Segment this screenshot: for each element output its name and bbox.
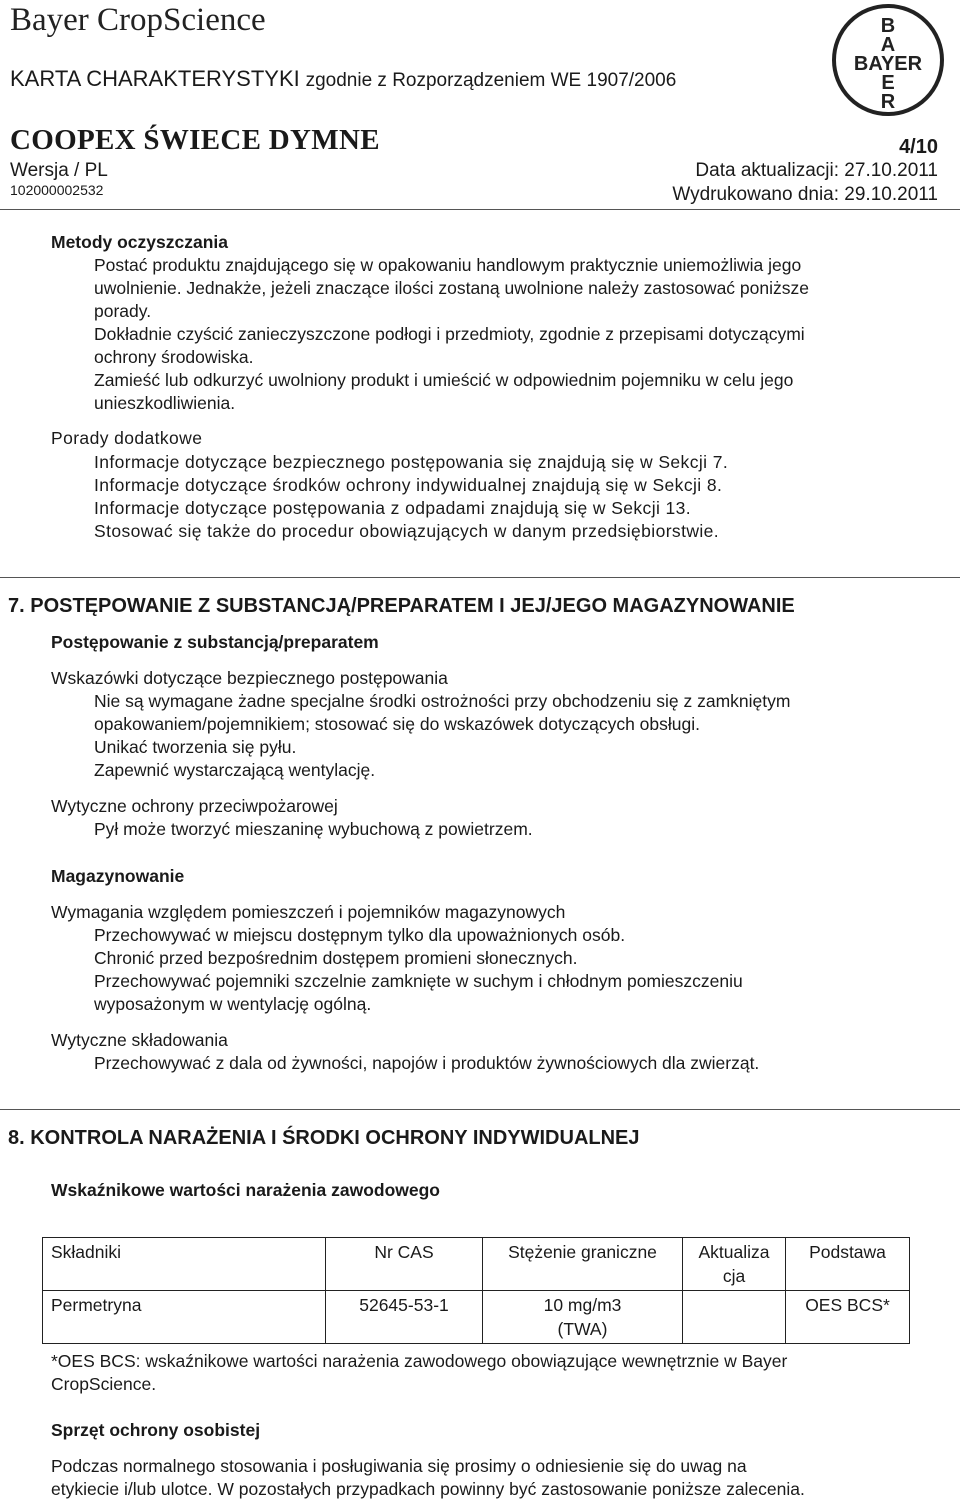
logo-word-bayer: BAYER bbox=[853, 53, 923, 75]
section-7-title: 7. POSTĘPOWANIE Z SUBSTANCJĄ/PREPARATEM I JEJ/JEGO MAGAZYNOWANIE bbox=[8, 595, 795, 617]
logo-letter-e: E bbox=[881, 72, 895, 94]
table-header-cell: Podstawa bbox=[786, 1238, 910, 1291]
document-type bbox=[10, 66, 676, 92]
table-cell: 10 mg/m3 (TWA) bbox=[483, 1291, 683, 1344]
text-line: Przechowywać z dala od żywności, napojów i produktów żywnościowych dla zwierząt. bbox=[94, 1053, 760, 1073]
text-line: Przechowywać w miejscu dostępnym tylko dla upoważnionych osób. bbox=[94, 925, 626, 945]
exposure-limits-table bbox=[42, 1237, 910, 1344]
text-line: Przechowywać pojemniki szczelnie zamknięte w suchym i chłodnym pomieszczeniu bbox=[94, 971, 743, 991]
text-line: Informacje dotyczące środków ochrony indywidualnej znajdują się w Sekcji 8. bbox=[94, 475, 723, 495]
text-line: CropScience. bbox=[51, 1374, 157, 1394]
safe-handling-label: Wskazówki dotyczące bezpiecznego postępowania bbox=[51, 668, 448, 688]
handling-heading: Postępowanie z substancją/preparatem bbox=[51, 632, 379, 652]
storage-guidelines-text bbox=[94, 1052, 759, 1075]
text-line: Dokładnie czyścić zanieczyszczone podłogi i przedmioty, zgodnie z przepisami dotyczącymi bbox=[94, 324, 805, 344]
text-line: Zamieść lub odkurzyć uwolniony produkt i umieścić w odpowiednim pojemniku w celu jego bbox=[94, 370, 794, 390]
header-divider bbox=[0, 209, 960, 210]
exposure-limits-heading: Wskaźnikowe wartości narażenia zawodowego bbox=[51, 1180, 440, 1200]
text-line: opakowaniem/pojemnikiem; stosować się do wskazówek dotyczących obsługi. bbox=[94, 714, 700, 734]
text-line: Chronić przed bezpośrednim dostępem promieni słonecznych. bbox=[94, 948, 578, 968]
storage-heading: Magazynowanie bbox=[51, 866, 185, 886]
version-label: Wersja / PL bbox=[10, 160, 108, 181]
section-divider bbox=[0, 1109, 960, 1110]
table-cell bbox=[683, 1291, 786, 1344]
table-cell: 52645-53-1 bbox=[326, 1291, 483, 1344]
table-header-cell: Nr CAS bbox=[326, 1238, 483, 1291]
text-line: etykiecie i/lub ulotce. W pozostałych przypadkach powinny być zastosowanie poniższe zalecenia. bbox=[51, 1479, 805, 1499]
logo-letter-r: R bbox=[880, 91, 896, 113]
logo-letter-b: B bbox=[880, 15, 896, 37]
document-type-main: KARTA CHARAKTERYSTYKI bbox=[10, 66, 300, 91]
page-number: 4/10 bbox=[899, 136, 938, 158]
text-line: Zapewnić wystarczającą wentylację. bbox=[94, 760, 376, 780]
text-line: unieszkodliwienia. bbox=[94, 393, 236, 413]
text-line: wyposażonym w wentylację ogólną. bbox=[94, 994, 372, 1014]
table-row bbox=[43, 1291, 910, 1344]
table-cell: OES BCS* bbox=[786, 1291, 910, 1344]
cleaning-methods-heading: Metody oczyszczania bbox=[51, 232, 228, 252]
product-name: COOPEX ŚWIECE DYMNE bbox=[10, 124, 380, 156]
text-line: Nie są wymagane żadne specjalne środki ostrożności przy obchodzeniu się z zamkniętym bbox=[94, 691, 791, 711]
document-number: 102000002532 bbox=[10, 182, 104, 198]
section-8-title: 8. KONTROLA NARAŻENIA I ŚRODKI OCHRONY INDYWIDUALNEJ bbox=[8, 1127, 640, 1149]
text-line: uwolnienie. Jednakże, jeżeli znaczące ilości zostaną uwolnione należy zastosować poniższe bbox=[94, 278, 809, 298]
logo-letter-a: A bbox=[880, 34, 896, 56]
text-line: Stosować się także do procedur obowiązujących w danym przedsiębiorstwie. bbox=[94, 521, 720, 541]
text-line: Informacje dotyczące postępowania z odpadami znajdują się w Sekcji 13. bbox=[94, 498, 692, 518]
text-line: Podczas normalnego stosowania i posługiwania się prosimy o odniesienie się do uwag na bbox=[51, 1456, 747, 1476]
safe-handling-text bbox=[94, 690, 790, 782]
text-line: Informacje dotyczące bezpiecznego postępowania się znajdują się w Sekcji 7. bbox=[94, 452, 729, 472]
text-line: porady. bbox=[94, 301, 152, 321]
storage-requirements-label: Wymagania względem pomieszczeń i pojemników magazynowych bbox=[51, 902, 566, 922]
table-cell: Permetryna bbox=[43, 1291, 326, 1344]
company-name: Bayer CropScience bbox=[10, 2, 266, 38]
table-header-cell: Stężenie graniczne bbox=[483, 1238, 683, 1291]
text-line: Unikać tworzenia się pyłu. bbox=[94, 737, 297, 757]
text-line: Pył może tworzyć mieszaninę wybuchową z powietrzem. bbox=[94, 819, 533, 839]
table-header-cell: Składniki bbox=[43, 1238, 326, 1291]
storage-guidelines-label: Wytyczne składowania bbox=[51, 1030, 228, 1050]
bayer-cross-logo bbox=[830, 2, 946, 118]
storage-requirements-text bbox=[94, 924, 743, 1016]
text-line: *OES BCS: wskaźnikowe wartości narażenia zawodowego obowiązujące wewnętrznie w Bayer bbox=[51, 1351, 788, 1371]
document-type-regulation: zgodnie z Rozporządzeniem WE 1907/2006 bbox=[305, 70, 677, 91]
section-divider bbox=[0, 577, 960, 578]
text-line: Postać produktu znajdującego się w opakowaniu handlowym praktycznie uniemożliwia jego bbox=[94, 255, 802, 275]
table-header-cell: Aktualiza cja bbox=[683, 1238, 786, 1291]
additional-advice-text bbox=[94, 451, 728, 543]
fire-protection-label: Wytyczne ochrony przeciwpożarowej bbox=[51, 796, 338, 816]
cleaning-methods-text bbox=[94, 254, 809, 415]
additional-advice-heading: Porady dodatkowe bbox=[51, 428, 203, 448]
text-line: ochrony środowiska. bbox=[94, 347, 254, 367]
table-header-row bbox=[43, 1238, 910, 1291]
update-date: Data aktualizacji: 27.10.2011 bbox=[695, 160, 938, 181]
fire-protection-text bbox=[94, 818, 533, 841]
ppe-heading: Sprzęt ochrony osobistej bbox=[51, 1420, 261, 1440]
print-date: Wydrukowano dnia: 29.10.2011 bbox=[672, 184, 938, 205]
table-footnote bbox=[51, 1350, 787, 1396]
ppe-text bbox=[51, 1455, 805, 1501]
